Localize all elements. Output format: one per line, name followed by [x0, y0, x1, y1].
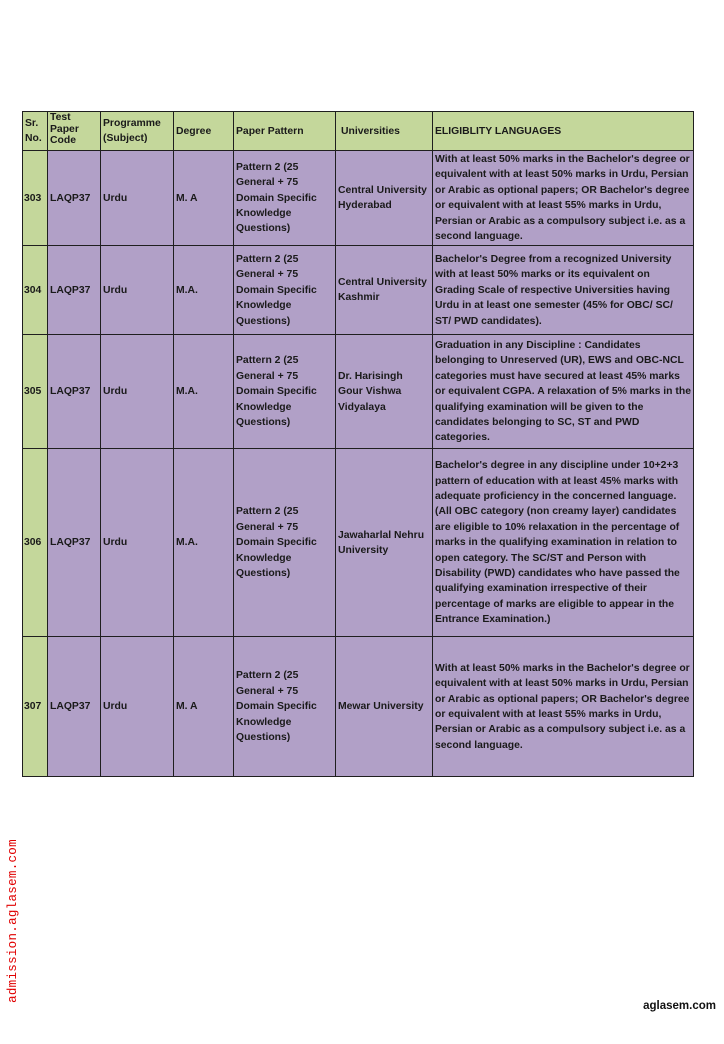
paper-code-cell: LAQP37	[48, 151, 101, 246]
header-row	[23, 112, 694, 151]
table-row	[23, 151, 694, 246]
header-sr-no: Sr. No.	[23, 112, 48, 151]
sr-no-cell: 304	[23, 246, 48, 335]
table-row	[23, 637, 694, 777]
eligibility-cell: Bachelor's Degree from a recognized University with at least 50% marks or its equivalent on Grading Scale of respective Universities having Urdu in at least one semester (45% for OBC/ SC/ ST/ PWD candidates).	[433, 246, 694, 335]
table-row	[23, 335, 694, 449]
eligibility-cell: With at least 50% marks in the Bachelor's degree or equivalent with at least 50% marks in Urdu, Persian or Arabic as optional papers; OR Bachelor's degree or equivalent with at least 55% marks in Urdu, Persian or Arabic as a compulsory subject i.e. as a second language.	[433, 637, 694, 777]
watermark: admission.aglasem.com	[6, 839, 20, 1003]
programme-cell: Urdu	[101, 246, 174, 335]
header-universities: Universities	[336, 112, 433, 151]
table-row	[23, 246, 694, 335]
university-cell: Central University Kashmir	[336, 246, 433, 335]
sr-no-cell: 303	[23, 151, 48, 246]
eligibility-cell: Graduation in any Discipline : Candidates belonging to Unreserved (UR), EWS and OBC-NCL categories must have secured at least 45% marks or equivalent CGPA. A relaxation of 5% marks in the qualifying examination will be given to the candidates belonging to SC, ST and PWD categories.	[433, 335, 694, 449]
degree-cell: M.A.	[174, 449, 234, 637]
eligibility-cell: With at least 50% marks in the Bachelor's degree or equivalent with at least 50% marks in Urdu, Persian or Arabic as optional papers; OR Bachelor's degree or equivalent with at least 55% marks in Urdu, Persian or Arabic as a compulsory subject i.e. as a second language.	[433, 151, 694, 246]
degree-cell: M.A.	[174, 335, 234, 449]
university-cell: Central University Hyderabad	[336, 151, 433, 246]
eligibility-cell: Bachelor's degree in any discipline under 10+2+3 pattern of education with at least 45% marks with adequate proficiency in the concerned language. (All OBC category (non creamy layer) candidates are eligible to 10% relaxation in the percentage of marks in the qualifying examination in relation to open category. The SC/ST and Person with Disability (PWD) candidates who have passed the qualifying examination irrespective of their percentage of marks are eligible to appear in the Entrance Examination.)	[433, 449, 694, 637]
degree-cell: M. A	[174, 151, 234, 246]
university-cell: Dr. Harisingh Gour Vishwa Vidyalaya	[336, 335, 433, 449]
sr-no-cell: 305	[23, 335, 48, 449]
footer-brand: aglasem.com	[643, 1000, 716, 1012]
header-test-paper-code: Test Paper Code	[48, 112, 101, 151]
programme-cell: Urdu	[101, 449, 174, 637]
programme-cell: Urdu	[101, 335, 174, 449]
programme-cell: Urdu	[101, 637, 174, 777]
header-degree: Degree	[174, 112, 234, 151]
degree-cell: M. A	[174, 637, 234, 777]
paper-pattern-cell: Pattern 2 (25 General + 75 Domain Specific Knowledge Questions)	[234, 637, 336, 777]
paper-code-cell: LAQP37	[48, 246, 101, 335]
paper-pattern-cell: Pattern 2 (25 General + 75 Domain Specific Knowledge Questions)	[234, 335, 336, 449]
university-cell: Mewar University	[336, 637, 433, 777]
eligibility-table	[22, 111, 694, 777]
sr-no-cell: 307	[23, 637, 48, 777]
paper-code-cell: LAQP37	[48, 335, 101, 449]
paper-pattern-cell: Pattern 2 (25 General + 75 Domain Specific Knowledge Questions)	[234, 246, 336, 335]
programme-cell: Urdu	[101, 151, 174, 246]
paper-pattern-cell: Pattern 2 (25 General + 75 Domain Specific Knowledge Questions)	[234, 449, 336, 637]
paper-code-cell: LAQP37	[48, 637, 101, 777]
paper-pattern-cell: Pattern 2 (25 General + 75 Domain Specific Knowledge Questions)	[234, 151, 336, 246]
degree-cell: M.A.	[174, 246, 234, 335]
header-programme: Programme (Subject)	[101, 112, 174, 151]
header-paper-pattern: Paper Pattern	[234, 112, 336, 151]
sr-no-cell: 306	[23, 449, 48, 637]
university-cell: Jawaharlal Nehru University	[336, 449, 433, 637]
table-row	[23, 449, 694, 637]
paper-code-cell: LAQP37	[48, 449, 101, 637]
header-eligibility: ELIGIBLITY LANGUAGES	[433, 112, 694, 151]
